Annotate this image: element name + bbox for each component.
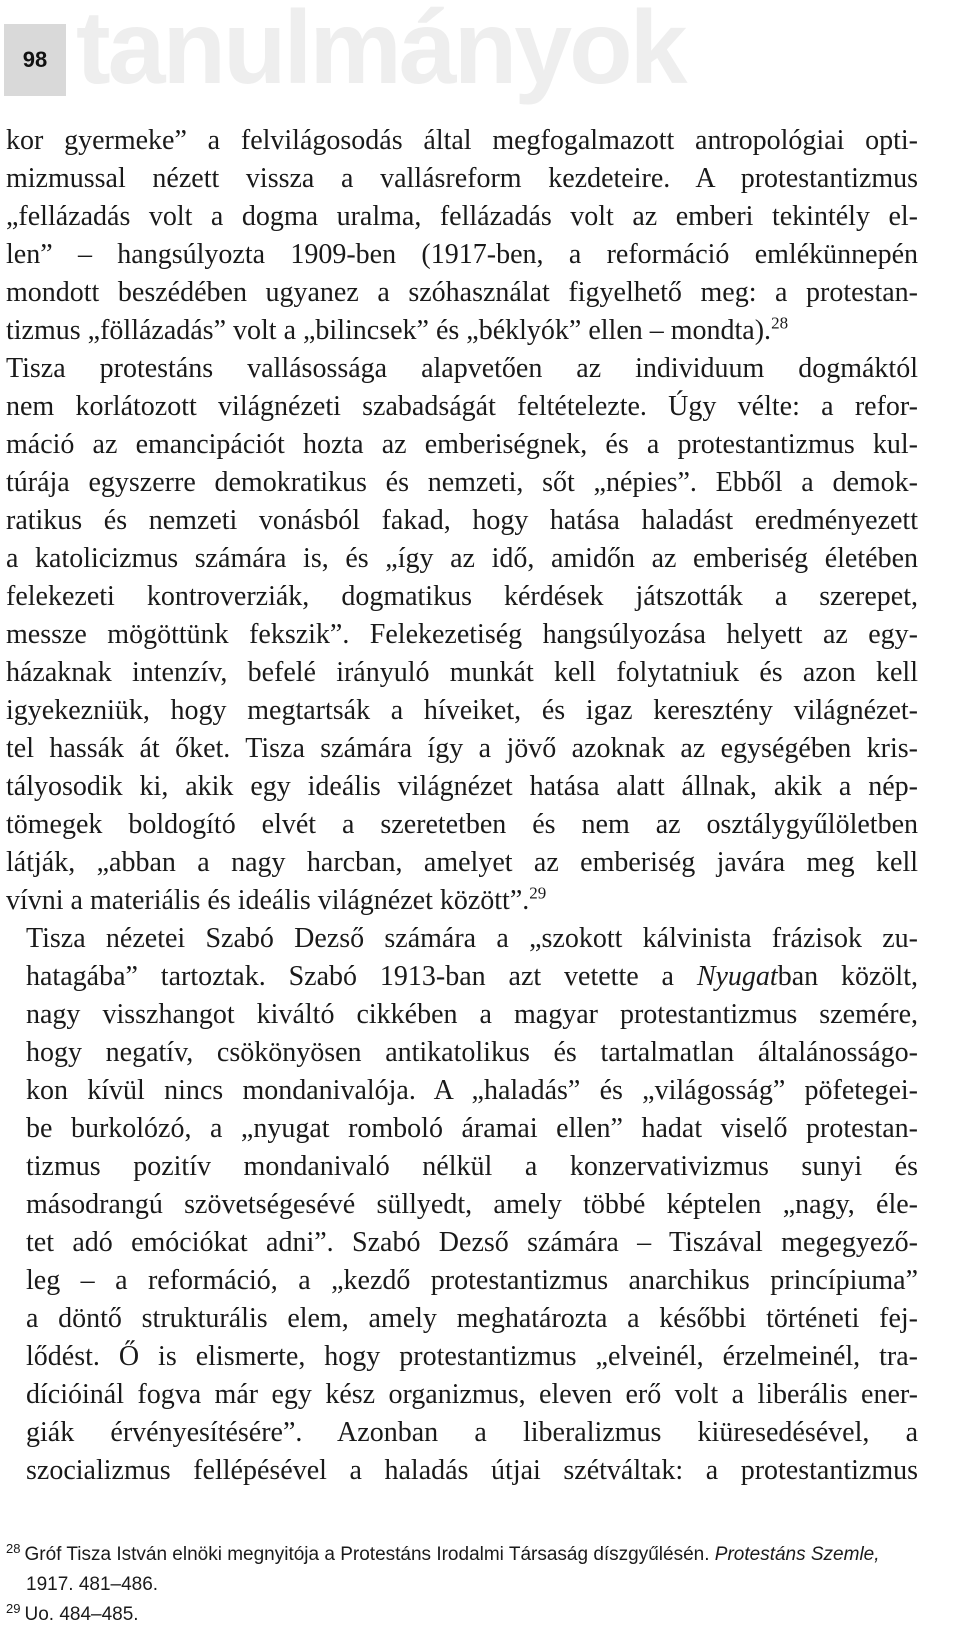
text-line: len” – hangsúlyozta 1909-ben (1917-ben, a reformáció emlékünnepén: [6, 239, 918, 270]
footnote-text: Gróf Tisza István elnöki megnyitója a Protestáns Irodalmi Társaság díszgyűlésén.: [24, 1544, 715, 1565]
text-line: kon kívül nincs mondanivalója. A „haladás” és „világosság” pöfetegei-: [26, 1075, 918, 1106]
text-line: túrája egyszerre demokratikus és nemzeti, sőt „népies”. Ebből a demok-: [6, 467, 918, 498]
text-line: [6, 882, 918, 920]
text-line: ratikus és nemzeti vonásból fakad, hogy hatása haladást eredményezett: [6, 505, 918, 536]
text-fragment: ban közölt,: [777, 961, 918, 992]
text-line: tet adó emóciókat adni”. Szabó Dezső számára – Tiszával megegyező-: [26, 1227, 918, 1258]
page-header: [0, 0, 960, 110]
text-line: felekezeti kontroverziák, dogmatikus kérdések játszották a szerepet,: [6, 581, 918, 612]
text-line: igyekezniük, hogy megtartsák a híveiket, és igaz keresztény világnézet-: [6, 695, 918, 726]
text-line: tályosodik ki, akik egy ideális világnézet hatása alatt állnak, akik a nép-: [6, 771, 918, 802]
text-line: giák érvényesítésére”. Azonban a liberalizmus kiüresedésével, a: [26, 1417, 918, 1448]
text-line: [6, 312, 918, 350]
footnote-number: 29: [6, 1600, 21, 1616]
text-line: tizmus pozitív mondanivaló nélkül a konzervativizmus sunyi és: [26, 1151, 918, 1182]
text-line: nagy visszhangot kiváltó cikkében a magyar protestantizmus szemére,: [26, 999, 918, 1030]
text-line: tel hassák át őket. Tisza számára így a jövő azoknak az egységében kris-: [6, 733, 918, 764]
section-title: tanulmányok: [76, 0, 685, 106]
text-line: messze mögöttünk fekszik”. Felekezetiség hangsúlyozása helyett az egy-: [6, 619, 918, 650]
footnote-28: [6, 1540, 918, 1570]
text-line: tömegek boldogító elvét a szeretetben és nem az osztálygyűlöletben: [6, 809, 918, 840]
footnote-source: Protestáns Szemle,: [714, 1544, 880, 1565]
text-fragment: tizmus „föllázadás” volt a „bilincsek” és „béklyók” ellen – mondta).: [6, 315, 772, 346]
text-line: máció az emancipációt hozta az emberiségnek, és a protestantizmus kul-: [6, 429, 918, 460]
text-line: „fellázadás volt a dogma uralma, fellázadás volt az emberi tekintély el-: [6, 201, 918, 232]
text-line: hogy negatív, csökönyösen antikatolikus és tartalmatlan általánosságo-: [26, 1037, 918, 1068]
text-line: házaknak intenzív, befelé irányuló munkát kell folytatniuk és azon kell: [6, 657, 918, 688]
text-line: a katolicizmus számára is, és „így az idő, amidőn az emberiség életében: [6, 543, 918, 574]
paragraph: [6, 920, 918, 1490]
text-line: be burkolózó, a „nyugat romboló áramai ellen” hadat viselő protestan-: [26, 1113, 918, 1144]
text-line: szocializmus fellépésével a haladás útjai szétváltak: a protestantizmus: [26, 1455, 918, 1486]
text-line: kor gyermeke” a felvilágosodás által megfogalmazott antropológiai opti-: [6, 125, 918, 156]
body-text: [6, 122, 918, 1490]
footnote-ref-29: 29: [529, 883, 547, 903]
text-line: látják, „abban a nagy harcban, amelyet az emberiség javára meg kell: [6, 847, 918, 878]
text-line: a döntő strukturális elem, amely meghatározta a későbbi történeti fej-: [26, 1303, 918, 1334]
text-fragment: hatagába” tartoztak. Szabó 1913-ban azt vetette a: [26, 961, 697, 992]
text-fragment: vívni a materiális és ideális világnézet között”.: [6, 885, 530, 916]
text-line: mondott beszédében ugyanez a szóhasználat figyelhető meg: a protestan-: [6, 277, 918, 308]
text-line: Tisza nézetei Szabó Dezső számára a „szokott kálvinista frázisok zu-: [26, 923, 918, 954]
text-line: lődést. Ő is elismerte, hogy protestantizmus „elveinél, érzelmeinél, tra-: [26, 1341, 918, 1372]
footnote-text: Uo. 484–485.: [24, 1604, 139, 1625]
footnote-28-continuation: 1917. 481–486.: [26, 1574, 159, 1595]
footnote-29: [6, 1600, 918, 1630]
page-number: 98: [4, 24, 66, 96]
footnote-number: 28: [6, 1540, 21, 1556]
text-line: nem korlátozott világnézeti szabadságát feltételezte. Úgy vélte: a refor-: [6, 391, 918, 422]
paragraph: [6, 122, 918, 920]
text-line: Tisza protestáns vallásossága alapvetően az individuum dogmáktól: [6, 353, 918, 384]
text-line: másodrangú szövetségesévé süllyedt, amely többé képtelen „nagy, éle-: [26, 1189, 918, 1220]
text-line: mizmussal nézett vissza a vallásreform kezdeteire. A protestantizmus: [6, 163, 918, 194]
text-line: leg – a reformáció, a „kezdő protestantizmus anarchikus princípiuma”: [26, 1265, 918, 1296]
text-line: [6, 958, 918, 996]
footnote-ref-28: 28: [771, 313, 789, 333]
footnotes: [6, 1540, 918, 1630]
text-line: dícióinál fogva már egy kész organizmus, eleven erő volt a liberális ener-: [26, 1379, 918, 1410]
journal-title: Nyugat: [696, 961, 778, 992]
